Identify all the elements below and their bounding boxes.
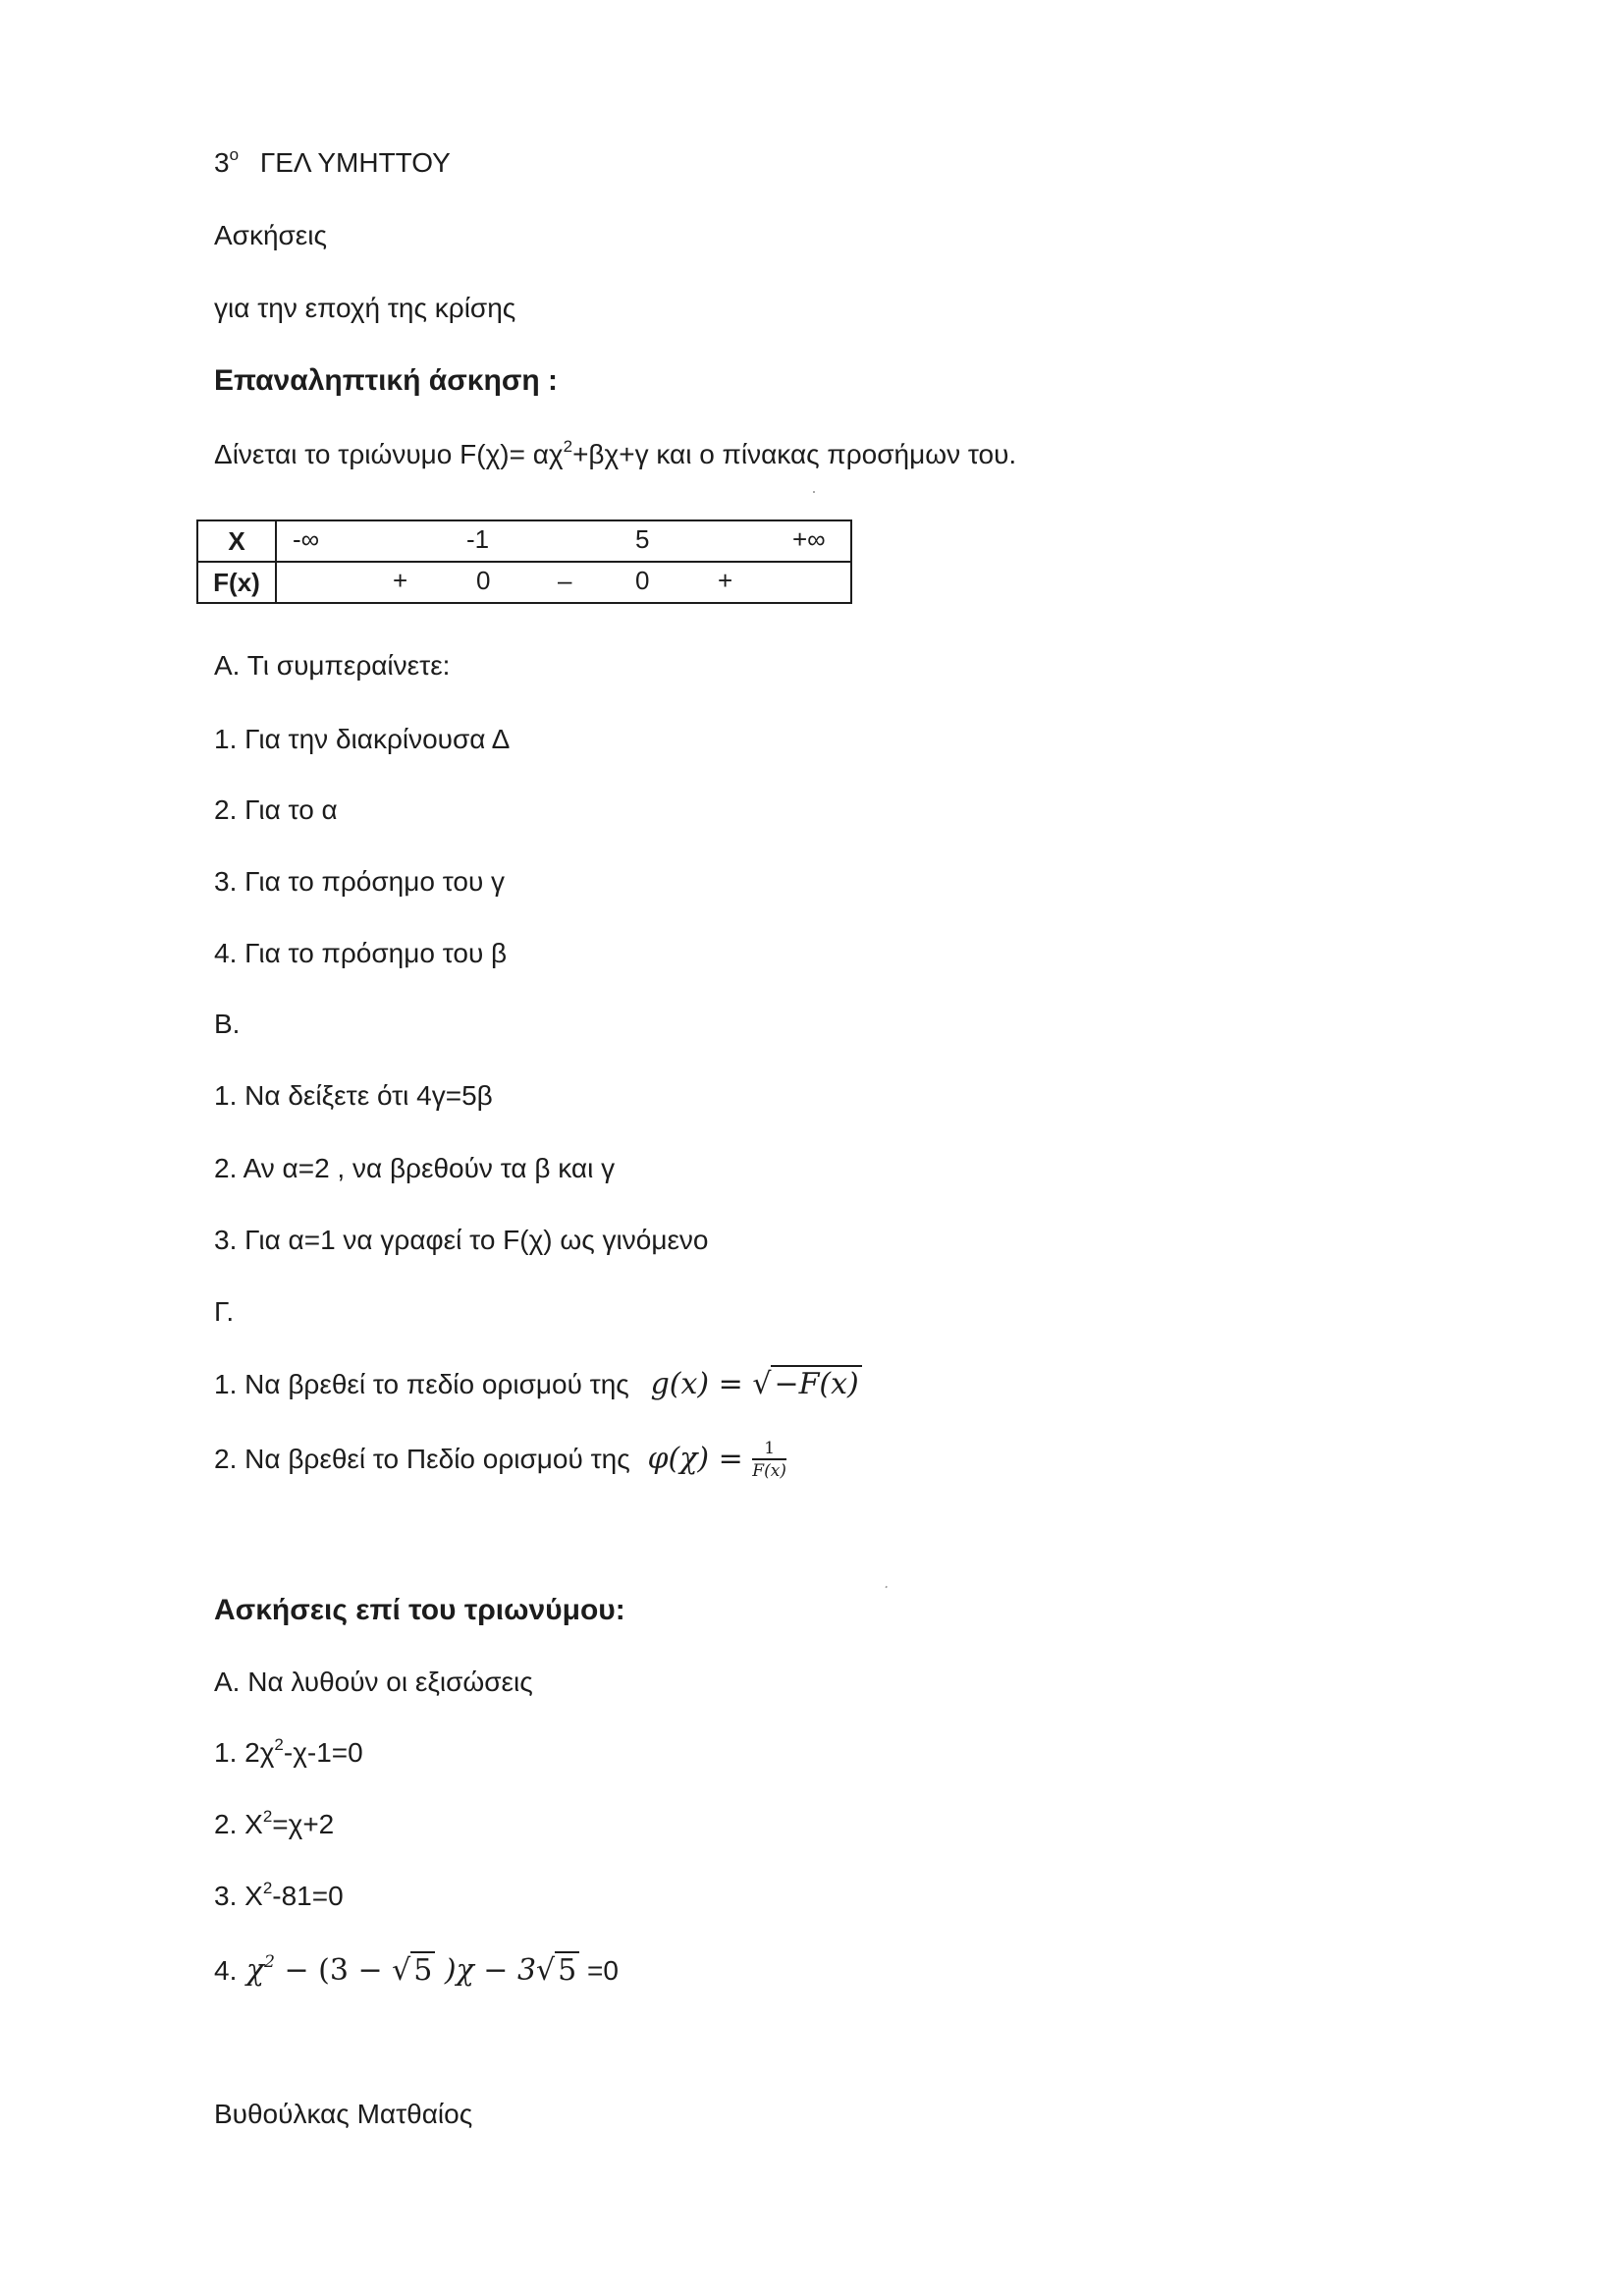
equation-1	[214, 1735, 363, 1771]
eq1-a: 1. 2χ	[214, 1737, 275, 1768]
eq4-b: − (3 − √	[274, 1953, 411, 1988]
school-number-sup: ο	[229, 144, 240, 164]
eq4-a: χ	[237, 1953, 265, 1988]
eq4-prefix: 4.	[214, 1955, 238, 1986]
x-value: -∞	[293, 524, 320, 554]
x-value: +∞	[792, 524, 826, 554]
solve-equations-subtitle: Α. Να λυθούν οι εξισώσεις	[214, 1667, 533, 1697]
trinomial-exercises-title: Ασκήσεις επί του τριωνύμου:	[214, 1594, 625, 1626]
x-values-cell	[276, 520, 851, 562]
part-b-item: 1. Να δείξετε ότι 4γ=5β	[214, 1080, 493, 1111]
part-b-item: 3. Για α=1 να γραφεί το F(χ) ως γινόμενο	[214, 1225, 709, 1255]
scan-speck: ·	[879, 1575, 894, 1597]
intro-sup: 2	[563, 436, 573, 456]
eq2-sup: 2	[262, 1806, 273, 1826]
sign-value: +	[393, 566, 408, 595]
sign-table	[196, 519, 852, 604]
eq1-sup: 2	[274, 1734, 284, 1754]
school-name: ΓΕΛ ΥΜΗΤΤΟΥ	[259, 147, 451, 178]
eq1-b: -χ-1=0	[283, 1737, 363, 1768]
sign-values-cell	[276, 562, 851, 603]
part-a-item: 2. Για το α	[214, 794, 338, 825]
part-a-item: 4. Για το πρόσημο του β	[214, 938, 508, 968]
g-formula-lhs: g(x) =	[650, 1367, 753, 1401]
part-c-item-2-text: 2. Να βρεθεί το Πεδίο ορισμού της	[214, 1444, 630, 1474]
equation-2	[214, 1807, 334, 1842]
eq4-math	[237, 1953, 579, 1988]
eq4-d: =0	[579, 1955, 619, 1986]
part-c-item-2	[214, 1439, 786, 1482]
part-c-title: Γ.	[214, 1296, 235, 1327]
school-header	[214, 145, 451, 181]
part-c-item-1-text: 1. Να βρεθεί το πεδίο ορισμού της	[214, 1369, 629, 1399]
part-a-item: 3. Για το πρόσημο του γ	[214, 866, 506, 897]
phi-formula	[647, 1439, 786, 1481]
part-a-title: Α. Τι συμπεραίνετε:	[214, 650, 451, 681]
sign-value: +	[718, 566, 733, 595]
author-name: Βυθούλκας Ματθαίος	[214, 2099, 473, 2129]
sign-table-row-f	[197, 562, 851, 603]
sign-value: –	[558, 566, 572, 595]
part-a-item: 1. Για την διακρίνουσα Δ	[214, 724, 511, 754]
eq4-sup: 2	[264, 1952, 275, 1972]
phi-denominator: F(x)	[752, 1461, 786, 1481]
eq2-a: 2. Χ	[214, 1809, 263, 1839]
part-c-item-1	[214, 1365, 862, 1402]
g-formula: g(x) = √ −F(x)	[651, 1367, 862, 1401]
phi-numerator: 1	[752, 1439, 786, 1460]
eq3-b: -81=0	[272, 1881, 344, 1911]
eq2-b: =χ+2	[272, 1809, 335, 1839]
row-label-x: Χ	[197, 520, 276, 562]
eq4-radicand-1: 5	[410, 1951, 435, 1989]
row-label-fx: F(x)	[197, 562, 276, 603]
school-number: 3	[214, 147, 230, 178]
intro-text-a: Δίνεται το τριώνυμο F(χ)= αχ	[214, 439, 564, 469]
review-exercise-title: Επαναληπτική άσκηση :	[214, 364, 558, 397]
trinomial-intro	[214, 437, 1016, 472]
equation-3	[214, 1879, 344, 1914]
scan-speck: ·	[811, 481, 817, 501]
phi-fraction	[752, 1439, 786, 1482]
equation-4	[214, 1951, 619, 1989]
sign-table-row-x	[197, 520, 851, 562]
g-formula-radicand: −F(x)	[771, 1365, 861, 1402]
sign-value: 0	[635, 566, 650, 595]
x-value: 5	[635, 524, 650, 554]
eq3-a: 3. Χ	[214, 1881, 263, 1911]
doc-subtitle: Ασκήσεις	[214, 220, 328, 250]
doc-subtitle-2: για την εποχή της κρίσης	[214, 293, 516, 323]
phi-formula-lhs: φ(χ) =	[647, 1442, 753, 1476]
part-b-item: 2. Αν α=2 , να βρεθούν τα β και γ	[214, 1153, 616, 1183]
eq4-c: )χ − 3√	[435, 1953, 556, 1988]
eq3-sup: 2	[262, 1878, 273, 1897]
sign-value: 0	[476, 566, 491, 595]
eq4-radicand-2: 5	[555, 1951, 579, 1989]
intro-text-b: +βχ+γ και ο πίνακας προσήμων του.	[572, 439, 1017, 469]
x-value: -1	[466, 524, 490, 554]
part-b-title: Β.	[214, 1009, 241, 1039]
